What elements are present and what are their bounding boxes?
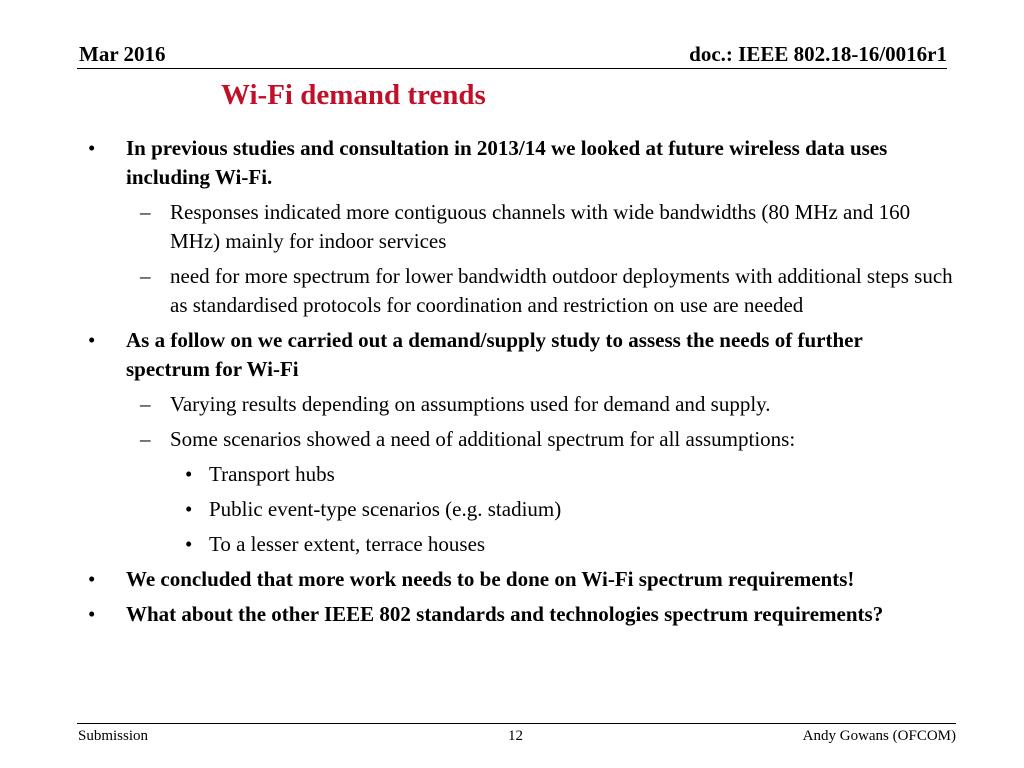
subbullet-text: Some scenarios showed a need of additional spectrum for all assumptions: — [170, 427, 796, 451]
slide-title: Wi-Fi demand trends — [221, 79, 486, 111]
subbullet-text: Responses indicated more contiguous channels with wide bandwidths (80 MHz and 160 MHz) mainly for indoor services — [170, 200, 911, 253]
slide-body — [0, 134, 1024, 629]
footer-divider — [77, 723, 956, 724]
bullet-marker: • — [185, 497, 193, 521]
footer-page-number: 12 — [508, 728, 523, 744]
header-doc-id: doc.: IEEE 802.18-16/0016r1 — [689, 42, 947, 66]
subsubbullet-terrace-houses — [185, 530, 949, 559]
bullet-demand-supply-study — [88, 326, 916, 384]
bullet-text: What about the other IEEE 802 standards and technologies spectrum requirements? — [126, 602, 884, 626]
subbullet-outdoor-spectrum — [140, 262, 960, 320]
subsubbullet-public-events — [185, 495, 949, 524]
subsubbullet-text: Transport hubs — [209, 462, 335, 486]
bullet-text: As a follow on we carried out a demand/supply study to assess the needs of further spectrum for Wi-Fi — [126, 328, 863, 381]
bullet-marker: • — [185, 532, 193, 556]
bullet-conclusion — [88, 565, 916, 594]
dash-marker: – — [140, 392, 151, 416]
subsubbullet-transport-hubs — [185, 460, 949, 489]
bullet-marker: • — [88, 602, 96, 626]
bullet-text: In previous studies and consultation in 2013/14 we looked at future wireless data uses including Wi-Fi. — [126, 136, 888, 189]
subbullet-scenarios — [140, 425, 960, 454]
dash-marker: – — [140, 200, 151, 224]
subbullet-text: Varying results depending on assumptions used for demand and supply. — [170, 392, 771, 416]
bullet-marker: • — [88, 567, 96, 591]
dash-marker: – — [140, 264, 151, 288]
bullet-other-standards — [88, 600, 916, 629]
subbullet-responses — [140, 198, 960, 256]
subbullet-text: need for more spectrum for lower bandwidth outdoor deployments with additional steps such as standardised protocols for coordination and restriction on use are needed — [170, 264, 953, 317]
footer-author: Andy Gowans (OFCOM) — [802, 728, 956, 744]
bullet-marker: • — [88, 328, 96, 352]
bullet-marker: • — [88, 136, 96, 160]
header-divider — [77, 68, 947, 69]
subsubbullet-text: Public event-type scenarios (e.g. stadium) — [209, 497, 562, 521]
dash-marker: – — [140, 427, 151, 451]
subsubbullet-text: To a lesser extent, terrace houses — [209, 532, 486, 556]
bullet-text: We concluded that more work needs to be done on Wi-Fi spectrum requirements! — [126, 567, 855, 591]
bullet-marker: • — [185, 462, 193, 486]
subbullet-varying-results — [140, 390, 960, 419]
bullet-previous-studies — [88, 134, 916, 192]
header-date: Mar 2016 — [79, 42, 166, 66]
footer-submission: Submission — [78, 728, 149, 744]
